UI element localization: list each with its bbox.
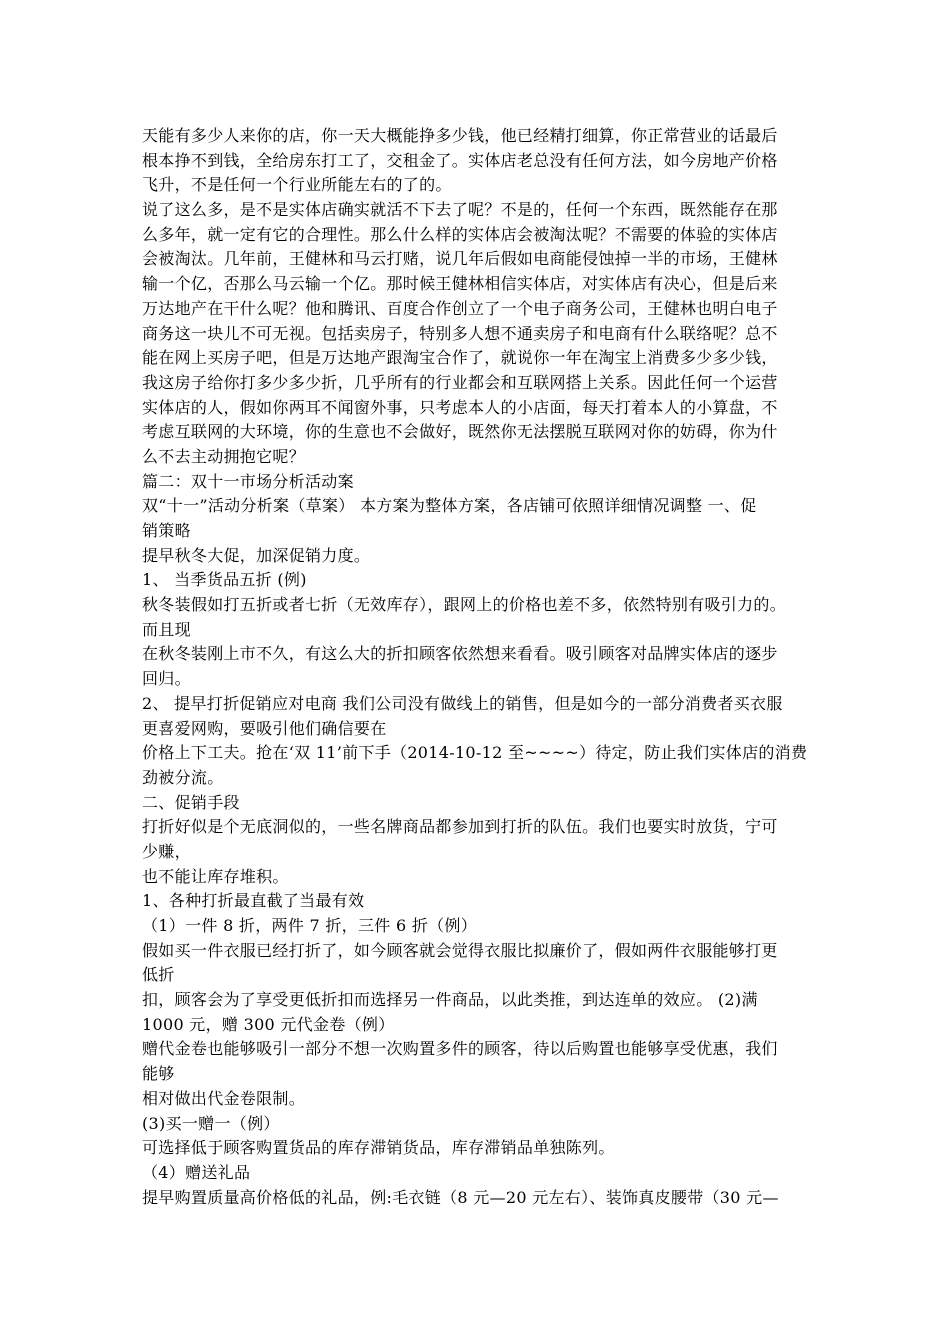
document-body [142, 124, 822, 1210]
text-line: 价格上下工夫。抢在‘双 11’前下手（2014-10-12 至~~~~）待定，防止我们实体店的消费 [142, 743, 808, 763]
text-line: 么多年，就一定有它的合理性。那么什么样的实体店会被淘汰呢？不需要的体验的实体店 [142, 224, 778, 244]
text-line: 少赚， [142, 841, 191, 861]
text-line: 说了这么多，是不是实体店确实就活不下去了呢？不是的，任何一个东西，既然能存在那 [142, 200, 778, 220]
text-line: (3)买一赠一（例） [142, 1113, 280, 1133]
text-line: 我这房子给你打多少多少折，几乎所有的行业都会和互联网搭上关系。因此任何一个运营 [142, 372, 778, 392]
text-line: 二、促销手段 [142, 792, 240, 812]
text-line: 输一个亿，否那么马云输一个亿。那时候王健林相信实体店，对实体店有决心，但是后来 [142, 274, 778, 294]
text-line: 1、 当季货品五折 (例) [142, 570, 307, 590]
text-line: 实体店的人，假如你两耳不闻窗外事，只考虑本人的小店面，每天打着本人的小算盘，不 [142, 397, 778, 417]
text-line: 也不能让库存堆积。 [142, 866, 289, 886]
text-line: 天能有多少人来你的店，你一天大概能挣多少钱，他已经精打细算，你正常营业的话最后 [142, 126, 778, 145]
text-line: 回归。 [142, 669, 191, 689]
text-line: 低折 [142, 965, 175, 985]
text-line: 而且现 [142, 619, 191, 639]
text-line: 更喜爱网购，要吸引他们确信要在 [142, 718, 387, 738]
text-line: 提早秋冬大促，加深促销力度。 [142, 545, 371, 565]
text-line: 考虑互联网的大环境，你的生意也不会做好，既然你无法摆脱互联网对你的妨碍，你为什 [142, 422, 778, 442]
text-line: 秋冬装假如打五折或者七折（无效库存），跟网上的价格也差不多，依然特别有吸引力的。 [142, 595, 787, 615]
text-line: 1、各种打折最直截了当最有效 [142, 891, 365, 911]
text-line: 能在网上买房子吧，但是万达地产跟淘宝合作了，就说你一年在淘宝上消费多少多少钱， [142, 348, 778, 368]
text-line: 么不去主动拥抱它呢？ [142, 446, 306, 466]
text-line: 打折好似是个无底洞似的，一些名牌商品都参加到打折的队伍。我们也要实时放货，宁可 [142, 817, 778, 837]
text-line: 赠代金卷也能够吸引一部分不想一次购置多件的顾客，待以后购置也能够享受优惠，我们 [142, 1039, 778, 1059]
text-line: 根本挣不到钱，全给房东打工了，交租金了。实体店老总没有任何方法，如今房地产价格 [142, 150, 778, 170]
text-line: 扣，顾客会为了享受更低折扣而选择另一件商品，以此类推，到达连单的效应。 (2)满 [142, 990, 758, 1010]
text-line: 双“十一”活动分析案（草案） 本方案为整体方案，各店铺可依照详细情况调整 一、促 [142, 496, 757, 516]
text-line: 相对做出代金卷限制。 [142, 1088, 306, 1108]
text-line: 劲被分流。 [142, 767, 224, 787]
text-line: 提早购置质量高价格低的礼品，例:毛衣链（8 元—20 元左右）、装饰真皮腰带（30 元— [142, 1187, 779, 1207]
text-line: 假如买一件衣服已经打折了，如今顾客就会觉得衣服比拟廉价了，假如两件衣服能够打更 [142, 940, 778, 960]
text-line: 万达地产在干什么呢？他和腾讯、百度合作创立了一个电子商务公司，王健林也明白电子 [142, 298, 778, 318]
text-line: 篇二：双十一市场分析活动案 [142, 471, 354, 491]
text-line: 会被淘汰。几年前，王健林和马云打赌，说几年后假如电商能侵蚀掉一半的市场，王健林 [142, 249, 778, 269]
text-line: （1）一件 8 折，两件 7 折，三件 6 折（例） [142, 916, 478, 935]
text-line: 2、 提早打折促销应对电商 我们公司没有做线上的销售，但是如今的一部分消费者买衣服 [142, 693, 783, 713]
text-line: 可选择低于顾客购置货品的库存滞销货品，库存滞销品单独陈列。 [142, 1138, 615, 1158]
text-line: 能够 [142, 1064, 175, 1084]
text-line: 商务这一块儿不可无视。包括卖房子，特别多人想不通卖房子和电商有什么联络呢？总不 [142, 323, 778, 343]
text-line: 1000 元，赠 300 元代金卷（例） [142, 1014, 395, 1034]
text-line: （4）赠送礼品 [142, 1162, 251, 1182]
text-line: 飞升，不是任何一个行业所能左右的了的。 [142, 175, 452, 195]
text-line: 在秋冬装刚上市不久，有这么大的折扣顾客依然想来看看。吸引顾客对品牌实体店的逐步 [142, 644, 778, 664]
text-line: 销策略 [142, 521, 191, 540]
